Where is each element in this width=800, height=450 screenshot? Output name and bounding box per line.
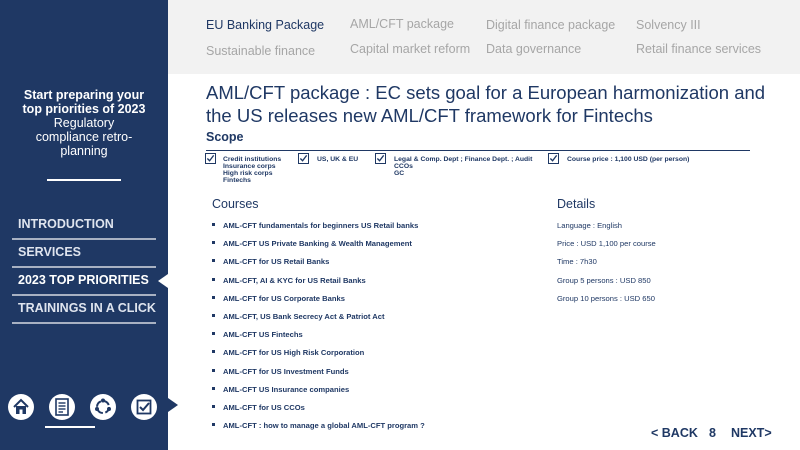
tab-aml-cft-package[interactable]: AML/CFT package <box>350 17 454 31</box>
promo-divider <box>47 179 121 181</box>
scope-text-line: US, UK & EU <box>317 156 359 163</box>
scope-text-line: Credit institutions <box>223 156 282 163</box>
details-heading: Details <box>557 197 596 211</box>
scope-text-line: Insurance corps <box>223 163 276 170</box>
detail-item: Time : 7h30 <box>557 257 597 267</box>
scope-text-line: Fintechs <box>223 177 251 184</box>
list-item: AML-CFT US Private Banking & Wealth Management <box>212 236 425 254</box>
sidebar-item-trainings-in-a-click[interactable] <box>12 296 156 324</box>
list-item: AML-CFT for US Retail Banks <box>212 254 425 272</box>
scope-heading: Scope <box>206 130 244 144</box>
scope-text-line: GC <box>394 170 405 177</box>
promo-title: Start preparing your top priorities of 2023 <box>22 88 146 116</box>
scope-text-line: CCOs <box>394 163 413 170</box>
scope-checkbox-icon <box>375 153 386 164</box>
list-item: AML-CFT US Fintechs <box>212 327 425 345</box>
page-number: 8 <box>709 426 716 440</box>
sidebar-item-2023-top-priorities[interactable] <box>12 268 156 296</box>
scope-price <box>567 156 689 163</box>
sidebar-nav <box>12 212 156 324</box>
tab-retail-finance-services[interactable]: Retail finance services <box>636 42 762 56</box>
list-item: AML-CFT for US CCOs <box>212 400 425 418</box>
sidebar-item-introduction[interactable] <box>12 212 156 240</box>
detail-item: Group 10 persons : USD 650 <box>557 293 655 303</box>
list-item: AML-CFT : how to manage a global AML-CFT program ? <box>212 418 425 436</box>
bottom-icon-bar <box>8 394 168 422</box>
scope-divider <box>206 150 750 151</box>
cycle-icon[interactable] <box>90 394 116 420</box>
detail-item: Language : English <box>557 221 623 230</box>
sidebar-item-label: 2023 TOP PRIORITIES <box>18 273 149 287</box>
tab-digital-finance-package[interactable]: Digital finance package <box>486 18 616 32</box>
list-item: AML-CFT for US High Risk Corporation <box>212 345 425 363</box>
courses-heading: Courses <box>212 197 259 211</box>
active-icon-indicator <box>45 426 95 428</box>
sidebar-item-label: SERVICES <box>18 245 81 259</box>
list-item: AML-CFT fundamentals for beginners US Retail banks <box>212 218 425 236</box>
list-item: AML-CFT, AI & KYC for US Retail Banks <box>212 273 425 291</box>
detail-item: Price : USD 1,100 per course <box>557 239 656 249</box>
tab-sustainable-finance[interactable]: Sustainable finance <box>206 44 316 58</box>
promo-subtitle: Regulatory compliance retro-planning <box>35 116 133 158</box>
page-title-line: the US releases new AML/CFT framework for Fintechs <box>206 105 653 126</box>
top-tab-bar <box>168 0 800 74</box>
sidebar-item-label: TRAININGS IN A CLICK <box>18 301 156 315</box>
scope-checkbox-icon <box>548 153 559 164</box>
tab-eu-banking-package[interactable]: EU Banking Package <box>206 18 325 32</box>
scope-text-line: High risk corps <box>223 170 273 177</box>
sidebar <box>0 0 168 450</box>
scope-entities <box>223 156 281 184</box>
tab-solvency-iii[interactable]: Solvency III <box>636 18 701 32</box>
list-item: AML-CFT for US Corporate Banks <box>212 291 425 309</box>
page-title-line: AML/CFT package : EC sets goal for a European harmonization and <box>206 82 766 103</box>
detail-item: Group 5 persons : USD 850 <box>557 275 651 285</box>
next-button[interactable]: NEXT> <box>731 426 772 440</box>
details-list <box>557 218 656 309</box>
sidebar-pointer-arrow <box>168 398 178 412</box>
home-icon[interactable] <box>8 394 34 420</box>
course-list <box>212 218 425 436</box>
scope-regions <box>317 156 358 163</box>
scope-checkbox-icon <box>205 153 216 164</box>
scope-checkbox-icon <box>298 153 309 164</box>
document-icon[interactable] <box>49 394 75 420</box>
sidebar-item-services[interactable] <box>12 240 156 268</box>
checkbox-icon[interactable] <box>131 394 157 420</box>
scope-departments <box>394 156 532 177</box>
tab-capital-market-reform[interactable]: Capital market reform <box>350 42 471 56</box>
promo-block <box>0 88 168 158</box>
list-item: AML-CFT US Insurance companies <box>212 382 425 400</box>
list-item: AML-CFT for US Investment Funds <box>212 364 425 382</box>
tab-data-governance[interactable]: Data governance <box>486 42 582 56</box>
back-button[interactable]: < BACK <box>651 426 698 440</box>
page-title <box>206 81 776 127</box>
scope-text-line: Legal & Comp. Dept ; Finance Dept. ; Audit <box>394 156 533 163</box>
scope-text-line: Course price : 1,100 USD (per person) <box>567 156 690 163</box>
list-item: AML-CFT, US Bank Secrecy Act & Patriot Act <box>212 309 425 327</box>
sidebar-item-label: INTRODUCTION <box>18 217 114 231</box>
